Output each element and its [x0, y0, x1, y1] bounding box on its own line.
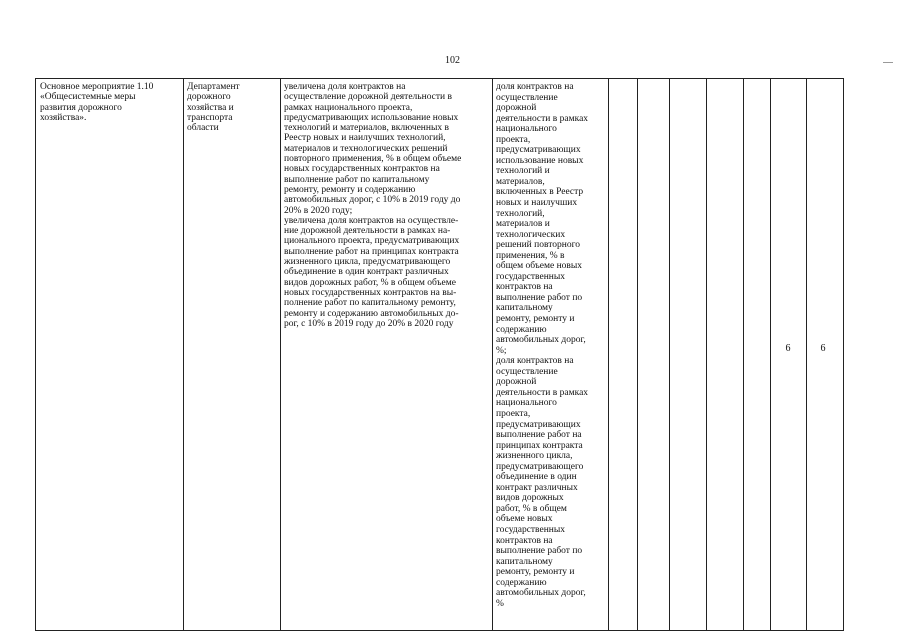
text-line: государственных — [496, 524, 566, 535]
text-line: ние дорожной деятельности в рамках на- — [284, 226, 451, 237]
text-line: дорожной — [496, 103, 537, 114]
text-line: увеличена доля контрактов на — [284, 82, 406, 92]
results-cell — [284, 82, 491, 329]
text-line: капитальному — [496, 556, 553, 567]
text-line: жизненного цикла, предусматривающего — [284, 257, 451, 268]
text-line: ционального проекта, предусматривающих — [284, 236, 460, 247]
column-divider — [280, 79, 281, 630]
margin-mark — [883, 62, 893, 63]
text-line: «Общесистемные меры — [40, 92, 136, 103]
text-line: национального — [496, 124, 557, 135]
text-line: технологий и материалов, включенных в — [284, 123, 449, 134]
measure-cell — [40, 82, 182, 123]
text-line: хозяйства». — [40, 112, 87, 123]
text-line: развития дорожного — [40, 102, 122, 113]
text-line: Основное мероприятие 1.10 — [40, 82, 154, 92]
text-line: предусматривающих использование новых — [284, 112, 459, 123]
executor-cell — [187, 82, 279, 133]
column-divider — [492, 79, 493, 630]
text-line: новых государственных контрактов на вы- — [284, 287, 457, 298]
column-divider — [183, 79, 184, 630]
text-line: деятельности в рамках — [496, 113, 589, 124]
value-cell: 6 — [785, 343, 791, 354]
text-line: работ, % в общем — [496, 503, 567, 514]
text-line: дорожной — [496, 377, 537, 388]
column-divider — [669, 79, 670, 630]
text-line: рог, с 10% в 2019 году до 20% в 2020 году — [284, 318, 454, 329]
text-line: осуществление — [496, 366, 558, 377]
text-line: предусматривающих — [496, 419, 581, 430]
text-line: дорожного — [187, 92, 231, 103]
text-line: технологических — [496, 229, 566, 240]
text-line: новых государственных контрактов на — [284, 164, 440, 175]
text-line: 20% в 2020 году; — [284, 205, 353, 216]
page-number: 102 — [445, 55, 460, 66]
text-line: рамках национального проекта, — [284, 102, 413, 113]
text-line: объеме новых — [496, 514, 553, 525]
text-line: технологий и — [496, 166, 550, 177]
column-divider — [608, 79, 609, 630]
text-line: применения, % в — [496, 250, 565, 261]
text-line: проекта, — [496, 408, 531, 419]
text-line: технологий, — [496, 208, 545, 219]
text-line: увеличена доля контрактов на осуществле- — [284, 215, 459, 226]
text-line: ремонту, ремонту и содержанию — [284, 184, 416, 195]
text-line: содержанию — [496, 577, 547, 588]
text-line: общем объеме новых — [496, 261, 583, 272]
text-line: выполнение работ на — [496, 430, 582, 441]
text-line: предусматривающих — [496, 145, 581, 156]
text-line: новых и наилучших — [496, 198, 578, 209]
text-line: %; — [496, 345, 507, 356]
text-line: осуществление — [496, 92, 558, 103]
value-cell: 6 — [820, 343, 826, 354]
text-line: включенных в Реестр — [496, 187, 584, 198]
text-line: использование новых — [496, 155, 584, 166]
text-line: выполнение работ по капитальному — [284, 174, 430, 185]
text-line: полнение работ по капитальному ремонту, — [284, 298, 456, 309]
indicators-cell — [496, 82, 607, 609]
text-line: области — [187, 123, 219, 134]
text-line: предусматривающего — [496, 461, 584, 472]
text-line: материалов, — [496, 176, 545, 187]
text-line: материалов и — [496, 219, 550, 230]
text-line: хозяйства и — [187, 102, 234, 113]
text-line: Реестр новых и наилучших технологий, — [284, 133, 446, 144]
text-line: выполнение работ по — [496, 292, 583, 303]
text-line: автомобильных дорог, — [496, 335, 586, 346]
column-divider — [770, 79, 771, 630]
text-line: контрактов на — [496, 282, 553, 293]
text-line: принципах контракта — [496, 440, 583, 451]
text-line: Департамент — [187, 82, 240, 92]
text-line: решений повторного — [496, 240, 580, 251]
column-divider — [806, 79, 807, 630]
text-line: автомобильных дорог, с 10% в 2019 году до — [284, 195, 461, 206]
text-line: ремонту, ремонту и — [496, 314, 575, 325]
text-line: материалов и технологических решений — [284, 143, 448, 154]
text-line: доля контрактов на — [496, 356, 574, 367]
text-line: видов дорожных работ, % в общем объеме — [284, 277, 456, 288]
column-divider — [706, 79, 707, 630]
text-line: доля контрактов на — [496, 82, 574, 92]
text-line: национального — [496, 398, 557, 409]
text-line: проекта, — [496, 134, 531, 145]
text-line: осуществление дорожной деятельности в — [284, 92, 452, 103]
text-line: % — [496, 598, 504, 609]
text-line: деятельности в рамках — [496, 387, 589, 398]
measures-table — [35, 78, 844, 631]
text-line: объединение в один — [496, 472, 577, 483]
text-line: автомобильных дорог, — [496, 588, 586, 599]
text-line: видов дорожных — [496, 493, 564, 504]
column-divider — [743, 79, 744, 630]
text-line: объединение в один контракт различных — [284, 267, 449, 278]
text-line: ремонту, ремонту и — [496, 567, 575, 578]
text-line: повторного применения, % в общем объеме — [284, 154, 462, 165]
text-line: содержанию — [496, 324, 547, 335]
text-line: контрактов на — [496, 535, 553, 546]
text-line: выполнение работ по — [496, 546, 583, 557]
text-line: государственных — [496, 271, 566, 282]
text-line: контракт различных — [496, 482, 578, 493]
text-line: жизненного цикла, — [496, 451, 573, 462]
text-line: капитальному — [496, 303, 553, 314]
column-divider — [637, 79, 638, 630]
text-line: ремонту и содержанию автомобильных до- — [284, 308, 459, 319]
text-line: транспорта — [187, 112, 233, 123]
text-line: выполнение работ на принципах контракта — [284, 246, 459, 257]
